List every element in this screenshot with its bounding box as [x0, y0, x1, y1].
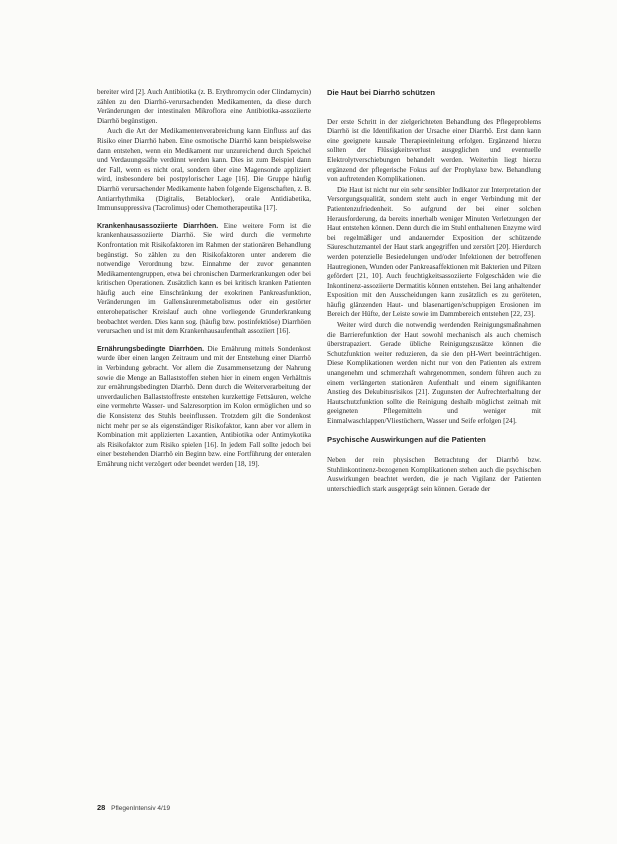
journal-issue: PflegenIntensiv 4/19: [111, 805, 171, 812]
paragraph: Auch die Art der Medikamentenverabreichung kann Einfluss auf das Risiko einer Diarrhö haben. Eine osmotische Diarrhö kann beispielsweise dann entstehen, wenn ein Medikament nur unzureichend durch Speichel und Verdauungssäfte verdünnt werden kann. Dies ist zum Beispiel dann der Fall, wenn es nicht oral, sondern über eine Magensonde appliziert wird, insbesondere bei postpylorischer Lage [16]. Die Gruppe häufig Diarrhö verursachender Medikamente haben folgende Eigenschaften, z. B. Antiarrhythmika (Digitalis, Betablocker), orale Antidiabetika, Immunsuppressiva (Tacrolimus) oder Chemotherapeutika [17].: [97, 127, 311, 213]
paragraph: bereiter wird [2]. Auch Antibiotika (z. B. Erythromycin oder Clindamycin) zählen zu den Diarrhö-verursachenden Medikamenten, da diese durch Veränderungen der intestinalen Mikroflora eine Antibiotika-assoziierte Diarrhö begünstigen.: [97, 88, 311, 125]
paragraph: Neben der rein physischen Betrachtung der Diarrhö bzw. Stuhlinkontinenz-bezogenen Komplikationen stehen auch die psychischen Auswirkungen beachtet werden, die je nach Vigilanz der Patienten unterschiedlich stark ausgeprägt sein können. Gerade der: [327, 456, 541, 493]
section-heading: Die Haut bei Diarrhö schützen: [327, 88, 436, 97]
paragraph-text: Eine weitere Form ist die krankenhausassoziierte Diarrhö. Sie wird durch die vermehrte Konfrontation mit Risikofaktoren im Rahmen der stationären Behandlung begünstigt. So zählen zu den Risikofaktoren unter anderem die notwendige Verordnung bzw. Einnahme der zuvor genannten Medikamentengruppen, etwa bei chronischen Darmerkrankungen oder bei kritischen Operationen. Zusätzlich kann es bei kritisch kranken Patienten häufig auch eine Einschränkung der exokrinen Pankreasfunktion, Veränderungen im Gallensäurenmetabolismus oder ein gestörter enterohepatischer Kreislauf auch ohne vorliegende Grunderkrankung beobachtet werden. Dies kann sog. (häufig bzw. postinfektiöse) Diarrhöen verursachen und ist mit dem Krankenhausaufenthalt assoziiert [16].: [97, 221, 311, 336]
page-number: 28: [97, 803, 106, 812]
paragraph-ernaehrung: [97, 345, 311, 470]
right-column: [327, 88, 541, 496]
paragraph-text: Die Ernährung mittels Sondenkost wurde über einen langen Zeitraum und mit der Entstehung einer Diarrhö in Verbindung gebracht. Vor allem die Zusammensetzung der Nahrung sowie die Menge an Ballaststoffen stehen hier in einem engen Verhältnis zur ernährungsbedingten Diarrhö. Denn durch die Weiterverarbeitung der unverdaulichen Ballaststoffreste entstehen kurzkettige Fettsäuren, welche eine vermehrte Wasser- und Salzresorption im Kolon ermöglichen und so die Konsistenz des Stuhls beeinflussen. Trotzdem gilt die Sondenkost nicht mehr per se als eigenständiger Risikofaktor, kann aber vor allem in Kombination mit applizierten Laxantien, Antibiotika oder Antimykotika als Risikofaktor zum Risiko spielen [16]. In jedem Fall sollte jedoch bei einer bestehenden Diarrhö ein Beginn bzw. eine Fortführung der enteralen Ernährung nicht verzögert oder beendet werden [18, 19].: [97, 344, 311, 468]
subheading-ernaehrung: Ernährungsbedingte Diarrhöen.: [97, 345, 205, 353]
left-column: [97, 88, 311, 471]
page-footer: [97, 803, 170, 812]
subheading-krankenhaus: Krankenhausassoziierte Diarrhöen.: [97, 222, 219, 230]
section-heading: Psychische Auswirkungen auf die Patienten: [327, 434, 486, 444]
paragraph: Die Haut ist nicht nur ein sehr sensibler Indikator zur Interpretation der Versorgungsqualität, sondern steht auch in enger Verbindung mit der Patientenzufriedenheit. So aufgrund der bei einer solchen Herausforderung, da bereits innerhalb weniger Minuten Verletzungen der Haut entstehen können. Denn durch die im Stuhl enthaltenen Enzyme wird bei regelmäßiger und andauernder Exposition der schützende Säureschutzmantel der Haut stark angegriffen und zerstört [20]. Hierdurch werden potenzielle Besiedelungen und/oder Infektionen der betroffenen Hautregionen, Wunden oder Pankreasaffektionen mit Bakterien und Pilzen gefördert [21, 10]. Auch feuchtigkeitsassoziierte Folgeschäden wie die Inkontinenz-assoziierte Dermatitis können entstehen. Bei lang anhaltender Exposition mit den Ausscheidungen kann zusätzlich es zu geröteten, häufig glänzenden Haut- und blasenartigen/schuppigen Erosionen im Bereich der Hüfte, der Leiste sowie im Dammbereich entstehen [22, 23].: [327, 185, 541, 319]
paragraph: Weiter wird durch die notwendig werdenden Reinigungsmaßnahmen die Barrierefunktion der Haut sowohl mechanisch als auch chemisch überstrapaziert. Gerade übliche Reinigungszusätze können die Schutzfunktion weiter reduzieren, da sie den pH-Wert beeinträchtigen. Diese Komplikationen werden nicht nur von den Patienten als extrem unangenehm und schmerzhaft wahrgenommen, sondern führen auch zu einem verlängerten stationären Aufenthalt und einem signifikanten Anstieg des Dekubitusrisikos [21]. Zugunsten der Aufrechterhaltung der Hautschutzfunktion sollte die Reinigung deshalb möglichst zeitnah mit geeigneten Pflegemitteln und weniger mit Einmalwaschlappen/Vliestüchern, Wasser und Seife erfolgen [24].: [327, 321, 541, 425]
paragraph-krankenhaus: [97, 222, 311, 337]
paragraph: Der erste Schritt in der zielgerichteten Behandlung des Pflegeproblems Diarrhö ist die Identifikation der Ursache einer Diarrhö. Erst dann kann eine geeignete kausale Therapieeinleitung erfolgen. Ergänzend hierzu sollten der Flüssigkeitsverlust ausgeglichen und eventuelle Elektrolytverschiebungen behandelt werden. Weiterhin liegt hierzu ergänzend der pflegerische Fokus auf der Prophylaxe bzw. Behandlung von auftretenden Komplikationen.: [327, 117, 541, 184]
